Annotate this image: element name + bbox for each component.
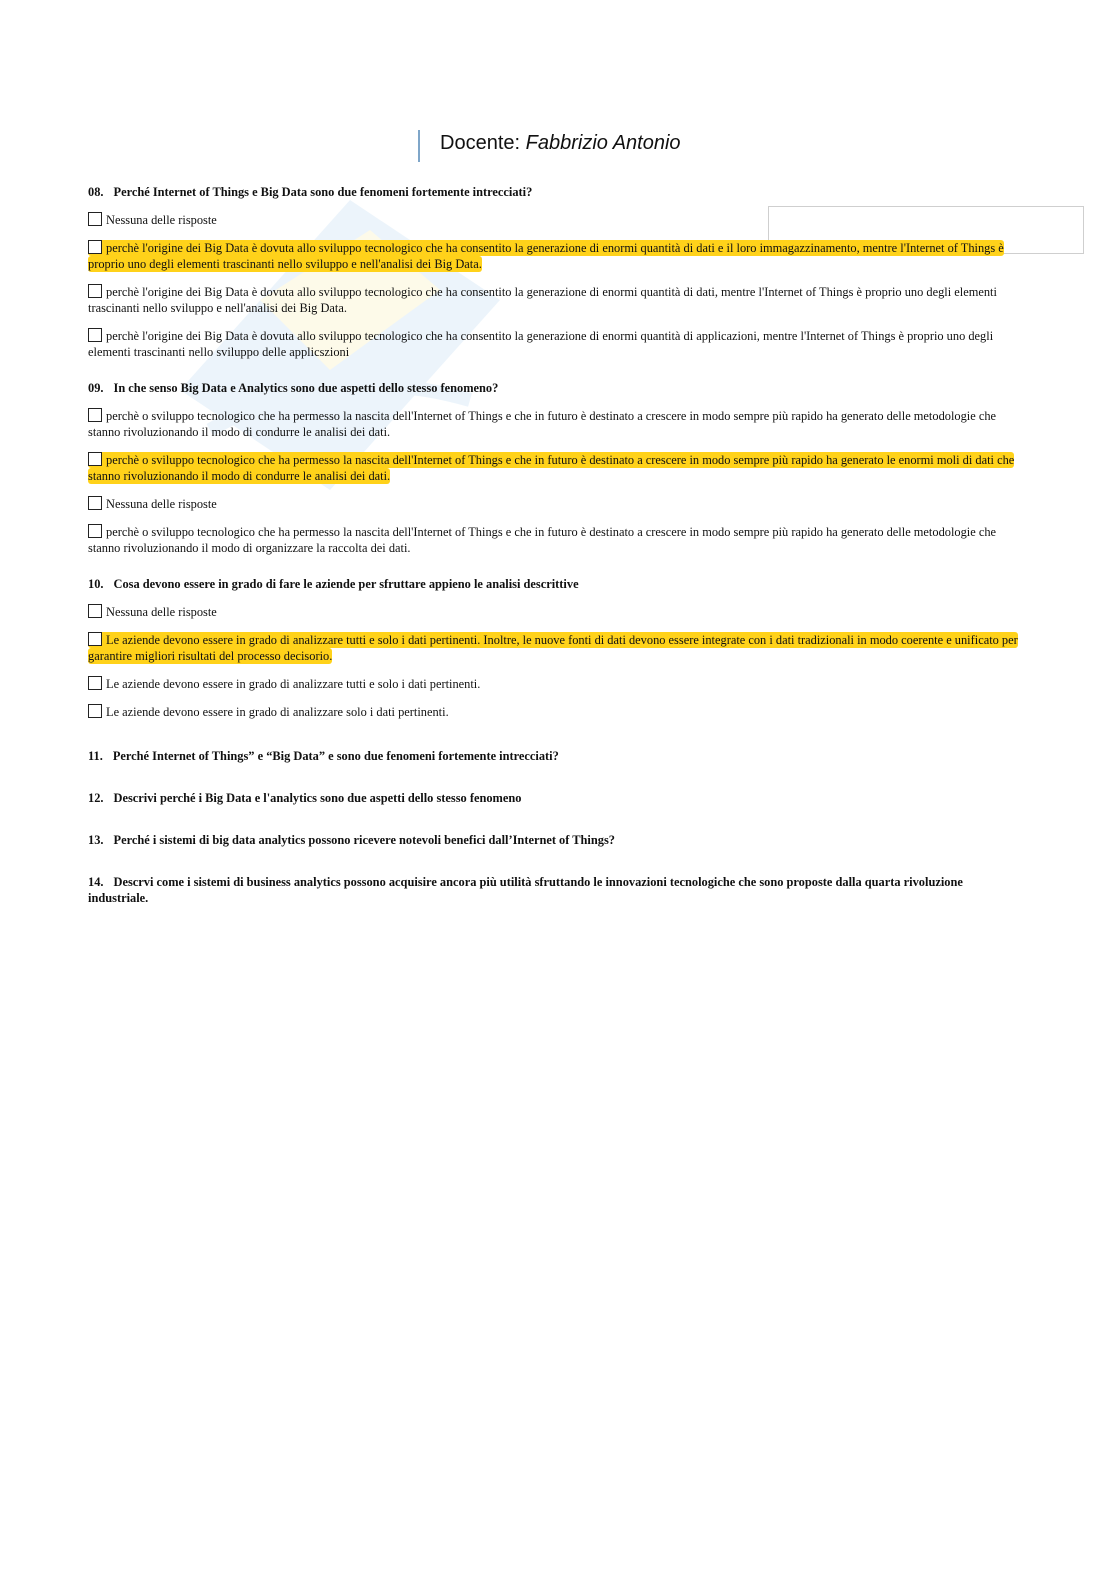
question-09 [88,380,1023,556]
highlighted-answer [88,452,1014,484]
question-number: 08. [88,185,104,199]
answer-option [88,212,1023,228]
question-number: 11. [88,749,103,763]
checkbox[interactable] [88,676,102,690]
answer-option-correct [88,632,1023,664]
open-question-12 [88,790,1023,806]
question-08 [88,184,1023,360]
option-text: Nessuna delle risposte [106,497,217,511]
question-text: Perché Internet of Things e Big Data sono due fenomeni fortemente intrecciati? [113,185,533,199]
highlighted-answer [88,240,1004,272]
option-text: Le aziende devono essere in grado di analizzare solo i dati pertinenti. [106,705,449,719]
question-number: 12. [88,791,104,805]
checkbox[interactable] [88,604,102,618]
checkbox[interactable] [88,328,102,342]
teacher-name: Fabbrizio Antonio [525,132,681,154]
answer-option [88,328,1023,360]
answer-option-correct [88,452,1023,484]
checkbox[interactable] [88,240,102,254]
checkbox[interactable] [88,496,102,510]
question-text: Perché i sistemi di big data analytics possono ricevere notevoli benefici dall’Internet of Things? [113,833,615,847]
answer-option-correct [88,240,1023,272]
checkbox[interactable] [88,284,102,298]
checkbox[interactable] [88,212,102,226]
option-text: perchè l'origine dei Big Data è dovuta allo sviluppo tecnologico che ha consentito la generazione di enormi quantità di applicazioni, mentre l'Internet of Things è proprio uno degli elementi trascinanti nello sviluppo delle applicszioni [88,329,994,359]
question-text: Cosa devono essere in grado di fare le aziende per sfruttare appieno le analisi descrittive [113,577,579,591]
highlighted-answer [88,632,1018,664]
option-text: perchè l'origine dei Big Data è dovuta allo sviluppo tecnologico che ha consentito la generazione di enormi quantità di dati, mentre l'Internet of Things è proprio uno degli elementi trascinanti nello sviluppo e nell'analisi dei Big Data. [88,285,997,315]
option-text: perchè o sviluppo tecnologico che ha permesso la nascita dell'Internet of Things e che in futuro è destinato a crescere in modo sempre più rapido ha generato delle metodologie che stanno rivoluzionando il modo di condurre le analisi dei dati. [88,409,997,439]
option-text: Nessuna delle risposte [106,605,217,619]
page-header [418,130,681,162]
quiz-content [88,184,1023,932]
option-text: perchè l'origine dei Big Data è dovuta allo sviluppo tecnologico che ha consentito la generazione di enormi quantità di dati e il loro immagazzinamento, mentre l'Internet of Things è proprio uno degli elementi trascinanti nello sviluppo e nell'analisi dei Big Data. [88,241,1004,271]
option-text: Nessuna delle risposte [106,213,217,227]
open-question-13 [88,832,1023,848]
question-number: 09. [88,381,104,395]
question-text: Descrivi perché i Big Data e l'analytics sono due aspetti dello stesso fenomeno [113,791,522,805]
answer-option [88,496,1023,512]
option-text: Le aziende devono essere in grado di analizzare tutti e solo i dati pertinenti. Inoltre, le nuove fonti di dati devono essere integrate con i dati tradizionali in modo coerente e unificato per garantire migliori risultati del processo decisorio. [88,633,1018,663]
open-question-14 [88,874,1023,906]
question-number: 14. [88,875,104,889]
question-10 [88,576,1023,720]
question-title [88,380,1023,396]
answer-option [88,604,1023,620]
option-text: perchè o sviluppo tecnologico che ha permesso la nascita dell'Internet of Things e che in futuro è destinato a crescere in modo sempre più rapido ha generato le enormi moli di dati che stanno rivoluzionando il modo di condurre le analisi dei dati. [88,453,1015,483]
question-title [88,576,1023,592]
checkbox[interactable] [88,632,102,646]
checkbox[interactable] [88,524,102,538]
question-number: 13. [88,833,104,847]
answer-option [88,704,1023,720]
question-text: Perché Internet of Things” e “Big Data” e sono due fenomeni fortemente intrecciati? [112,749,559,763]
checkbox[interactable] [88,452,102,466]
question-text: In che senso Big Data e Analytics sono due aspetti dello stesso fenomeno? [113,381,499,395]
answer-option [88,284,1023,316]
checkbox[interactable] [88,704,102,718]
question-title [88,184,1023,200]
header-label: Docente: [440,132,521,154]
question-text: Descrvi come i sistemi di business analytics possono acquisire ancora più utilità sfruttando le innovazioni tecnologiche che sono proposte dalla quarta rivoluzione industriale. [88,875,963,905]
answer-option [88,676,1023,692]
checkbox[interactable] [88,408,102,422]
answer-option [88,524,1023,556]
question-number: 10. [88,577,104,591]
answer-option [88,408,1023,440]
option-text: Le aziende devono essere in grado di analizzare tutti e solo i dati pertinenti. [106,677,481,691]
open-question-11 [88,748,1023,764]
option-text: perchè o sviluppo tecnologico che ha permesso la nascita dell'Internet of Things e che in futuro è destinato a crescere in modo sempre più rapido ha generato delle metodologie che stanno rivoluzionando il modo di organizzare la raccolta dei dati. [88,525,997,555]
